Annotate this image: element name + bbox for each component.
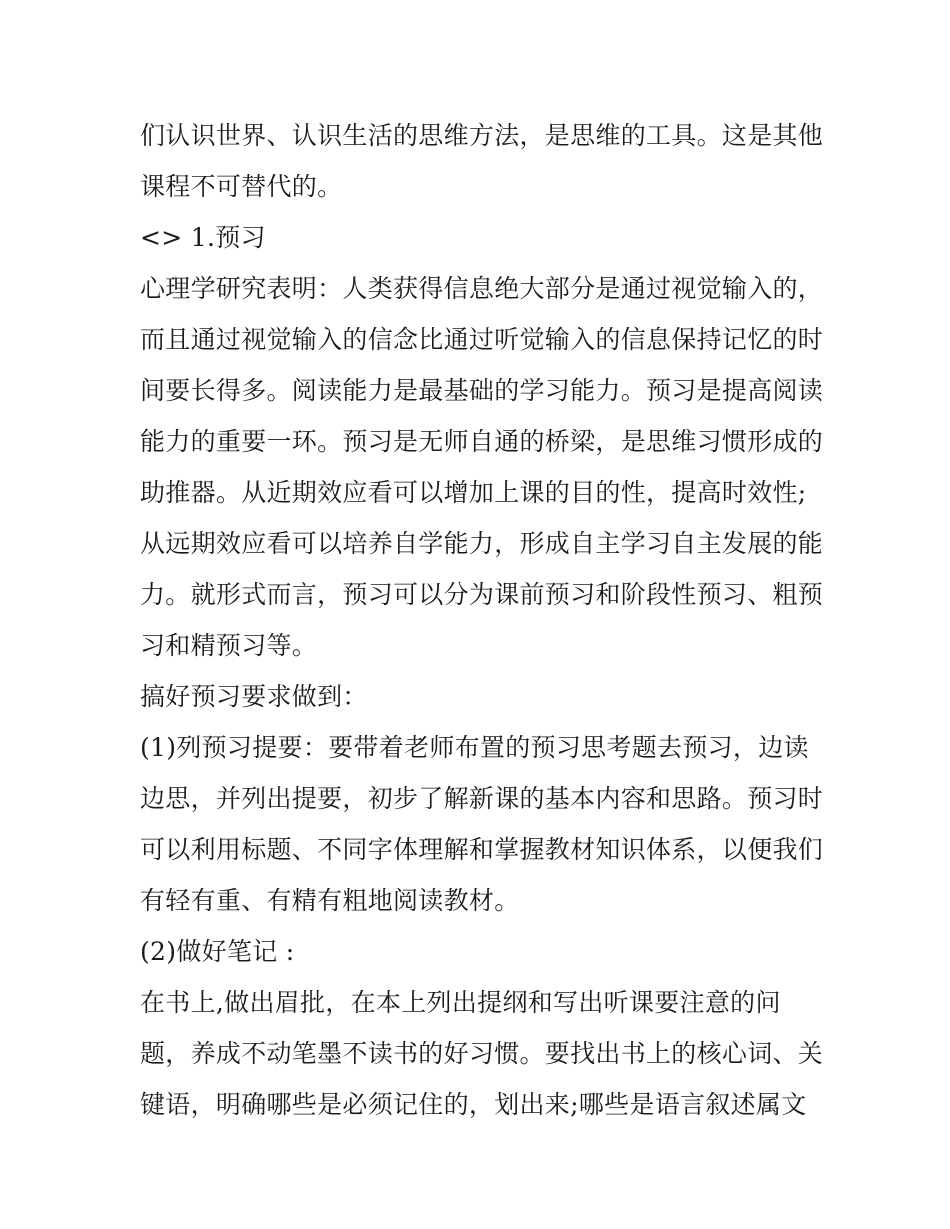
text-line: 边思，并列出提要，初步了解新课的基本内容和思路。预习时	[140, 784, 824, 813]
text-line: 习和精预习等。	[140, 631, 318, 660]
text-line: 力。就形式而言，预习可以分为课前预习和阶段性预习、粗预	[140, 580, 824, 609]
text-line: 在书上,做出眉批，在本上列出提纲和写出听课要注意的问	[140, 988, 781, 1017]
text-line: 键语，明确哪些是必须记住的，划出来;哪些是语言叙述属文	[140, 1090, 807, 1119]
text-line: 从远期效应看可以培养自学能力，形成自主学习自主发展的能	[140, 529, 824, 558]
list-item-heading: (2)做好笔记 :	[140, 937, 295, 966]
list-item-heading: (1)列预习提要：要带着老师布置的预习思考题去预习，边读	[140, 733, 809, 762]
text-line: 搞好预习要求做到：	[140, 682, 368, 711]
text-line: 题，养成不动笔墨不读书的好习惯。要找出书上的核心词、关	[140, 1039, 824, 1068]
text-line: 间要长得多。阅读能力是最基础的学习能力。预习是提高阅读	[140, 376, 824, 405]
document-body	[140, 110, 824, 1130]
text-line: 课程不可替代的。	[140, 172, 343, 201]
text-line: 心理学研究表明：人类获得信息绝大部分是通过视觉输入的，	[140, 274, 824, 303]
text-line: 有轻有重、有精有粗地阅读教材。	[140, 886, 520, 915]
section-heading: <> 1.预习	[140, 223, 266, 252]
text-line: 助推器。从近期效应看可以增加上课的目的性，提高时效性;	[140, 478, 807, 507]
text-line: 而且通过视觉输入的信念比通过听觉输入的信息保持记忆的时	[140, 325, 824, 354]
text-line: 能力的重要一环。预习是无师自通的桥梁，是思维习惯形成的	[140, 427, 824, 456]
text-line: 可以利用标题、不同字体理解和掌握教材知识体系，以便我们	[140, 835, 824, 864]
text-line: 们认识世界、认识生活的思维方法，是思维的工具。这是其他	[140, 121, 824, 150]
